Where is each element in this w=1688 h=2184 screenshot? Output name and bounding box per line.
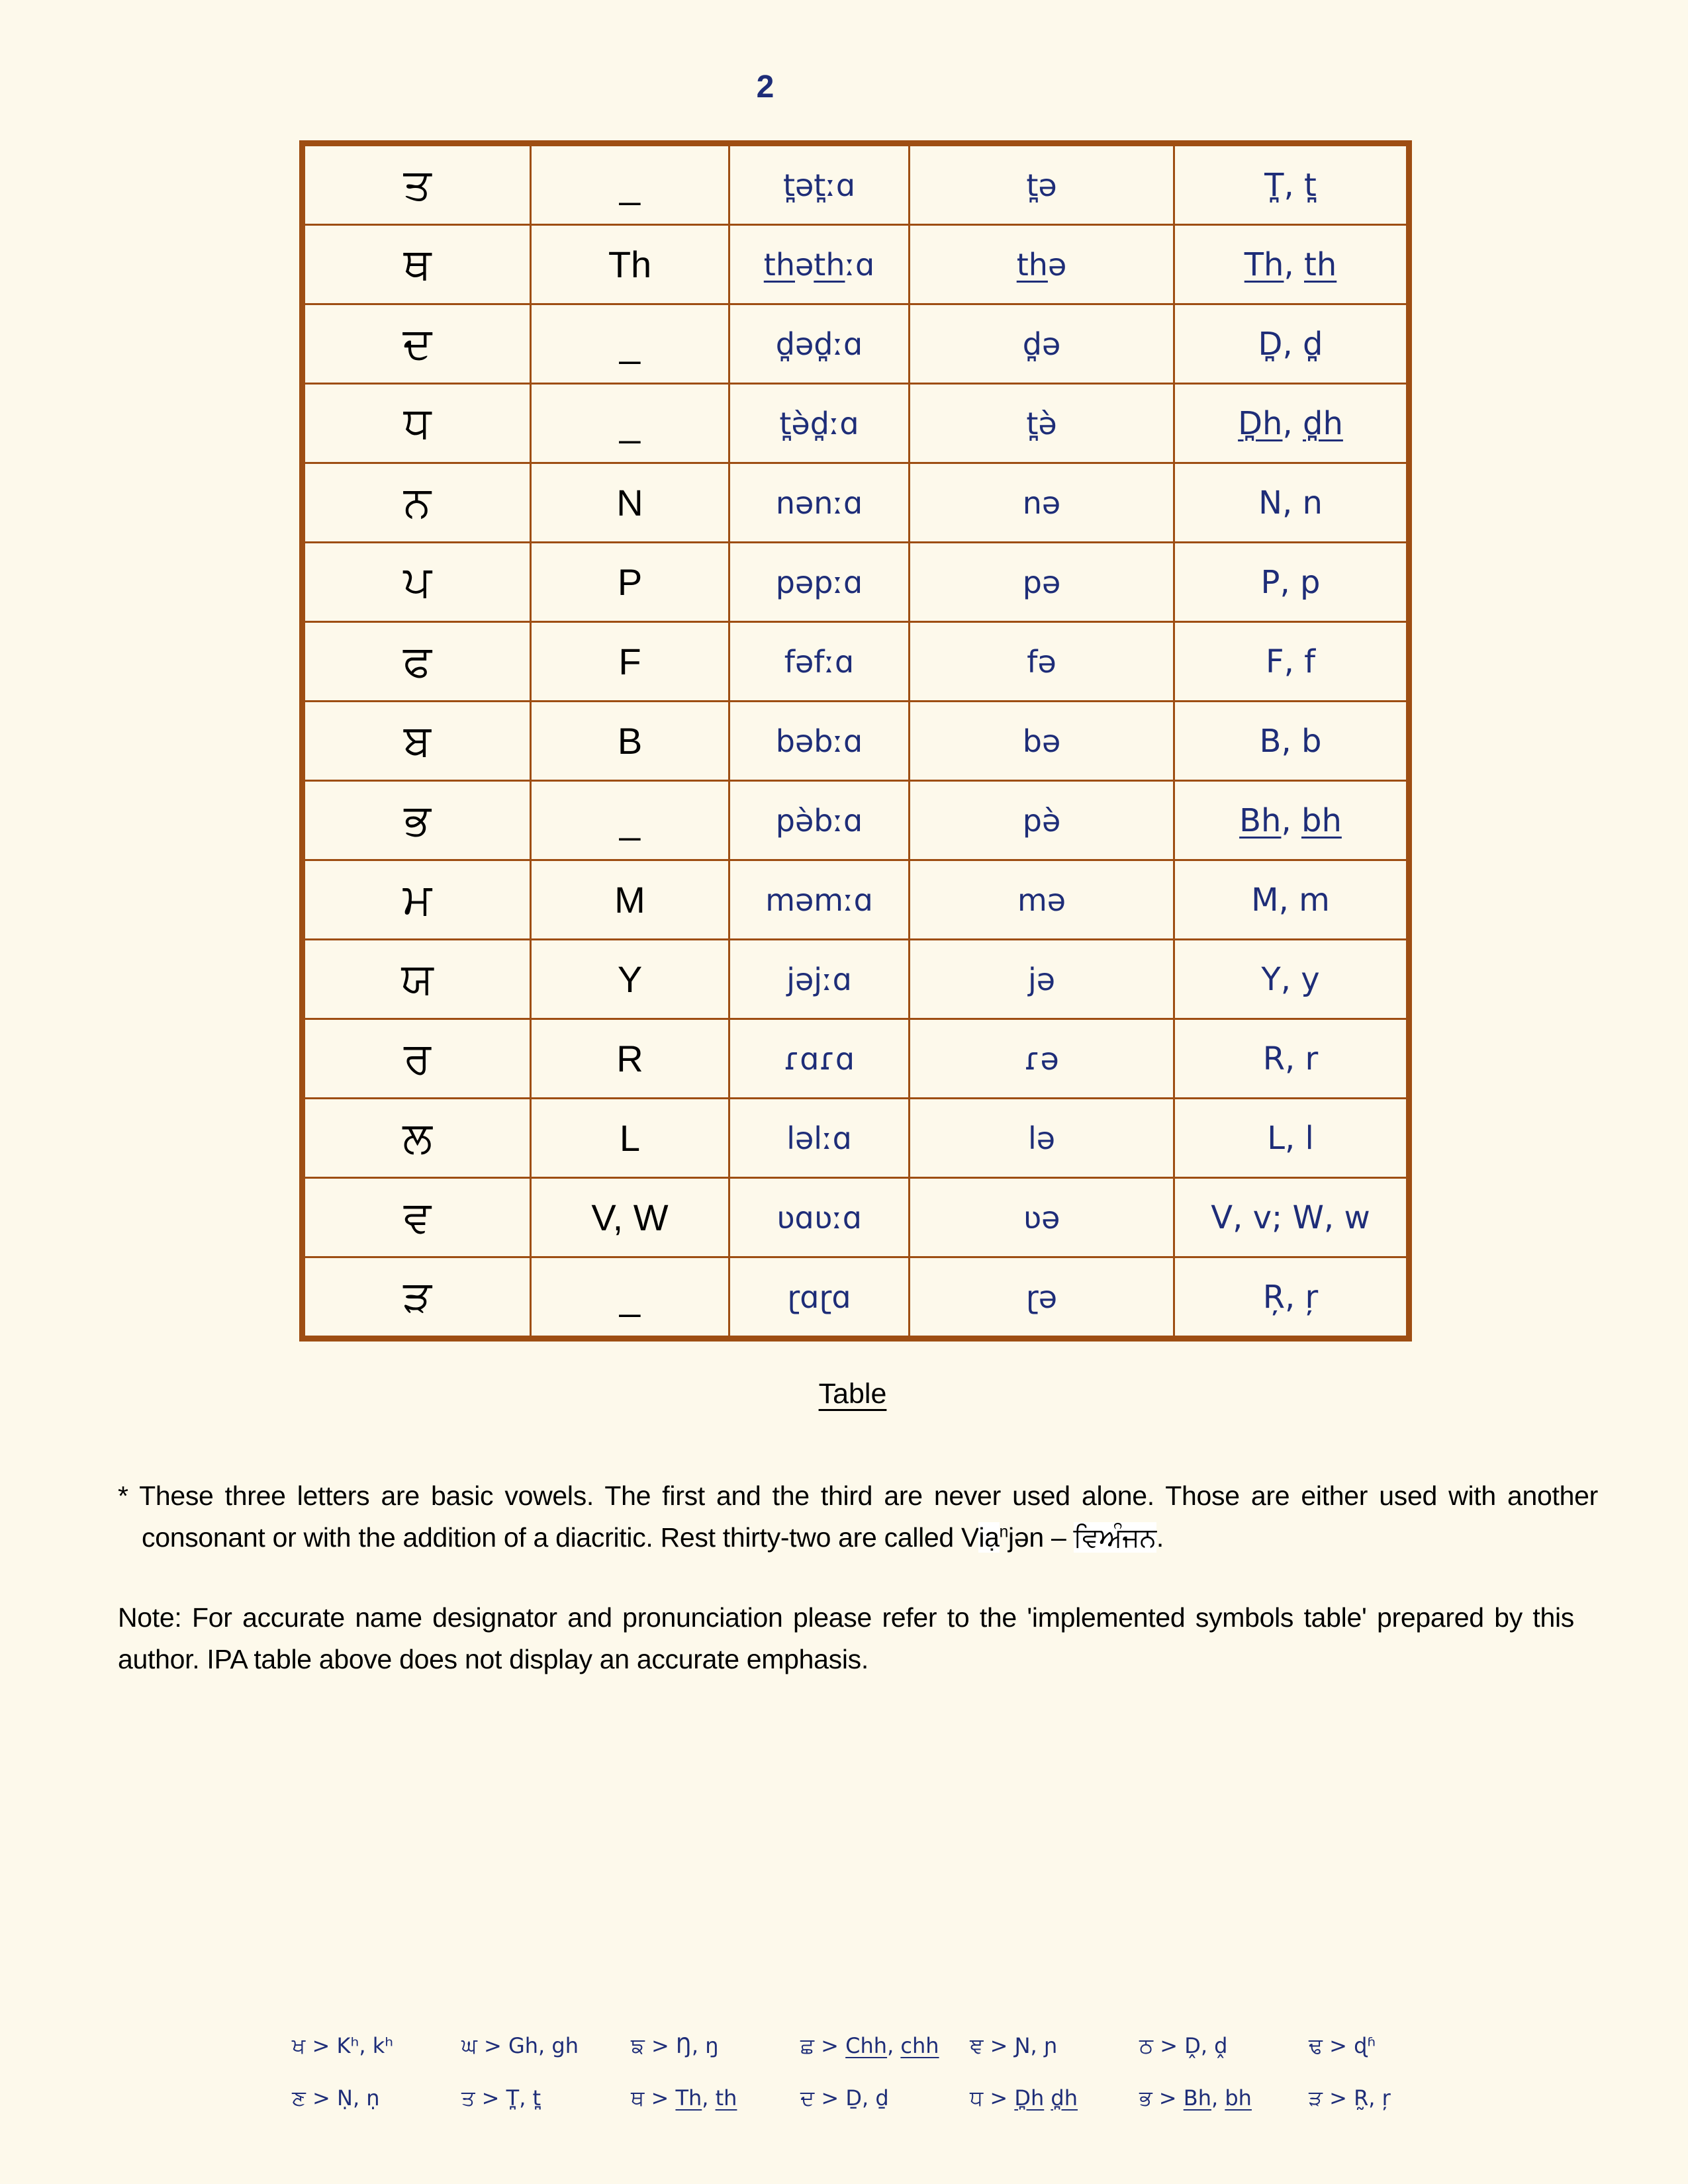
table-row xyxy=(303,543,1409,622)
mapping-item xyxy=(461,2033,631,2059)
ipa-name-cell xyxy=(729,304,910,384)
gurmukhi-letter: ਖ xyxy=(292,2034,306,2058)
gurmukhi-letter-cell: ਦ xyxy=(303,304,531,384)
ipa-short-segment: t̪ə xyxy=(1026,167,1057,203)
table-row xyxy=(303,940,1409,1019)
mapping-separator: > xyxy=(983,2033,1015,2058)
gurmukhi-letter-cell: ਤ xyxy=(303,144,531,225)
gurmukhi-letter-cell: ਧ xyxy=(303,384,531,463)
table-row xyxy=(303,1257,1409,1339)
table-row xyxy=(303,702,1409,781)
ipa-name-cell xyxy=(729,463,910,543)
ipa-name-segment: ɾɑɾɑ xyxy=(783,1040,855,1077)
table-row xyxy=(303,622,1409,702)
vowel-note-segment: n xyxy=(999,1523,1009,1541)
gurmukhi-letter: ਙ xyxy=(631,2034,645,2058)
table-row xyxy=(303,1019,1409,1099)
transliteration-cell xyxy=(1174,781,1409,860)
roman-letter-cell: Th xyxy=(531,225,729,304)
gurmukhi-letter-cell: ਫ xyxy=(303,622,531,702)
roman-letter-cell: M xyxy=(531,860,729,940)
ipa-short-cell xyxy=(910,463,1174,543)
transliteration-segment: L, l xyxy=(1267,1119,1314,1157)
ipa-short-segment: ə xyxy=(1047,246,1067,283)
ipa-name-segment: bəbːɑ xyxy=(775,723,863,759)
mapping-separator: > xyxy=(477,2033,508,2058)
mapping-separator: > xyxy=(1322,2033,1354,2058)
ipa-short-segment: th xyxy=(1016,246,1048,283)
transliteration-cell xyxy=(1174,1257,1409,1339)
ipa-short-cell xyxy=(910,225,1174,304)
page-number: 2 xyxy=(756,69,774,105)
vowel-note xyxy=(118,1475,1598,1559)
ipa-short-segment: jə xyxy=(1027,961,1056,997)
ipa-name-cell xyxy=(729,940,910,1019)
ipa-short-cell xyxy=(910,940,1174,1019)
transliteration-cell xyxy=(1174,622,1409,702)
gurmukhi-letter: ਭ xyxy=(1139,2086,1152,2110)
gurmukhi-letter: ਞ xyxy=(970,2034,984,2058)
transliteration-segment: D̪, d̪ xyxy=(1258,325,1323,363)
transliteration-cell xyxy=(1174,860,1409,940)
mapping-item xyxy=(461,2085,631,2111)
gurmukhi-letter-cell: ਪ xyxy=(303,543,531,622)
gurmukhi-letter-cell: ਵ xyxy=(303,1178,531,1257)
latin-mapping: R̰, ŗ xyxy=(1354,2085,1391,2111)
ipa-name-segment: th xyxy=(814,246,845,283)
mapping-separator: > xyxy=(1322,2085,1354,2111)
gurmukhi-letter-cell: ਰ xyxy=(303,1019,531,1099)
ipa-short-segment: ʋə xyxy=(1023,1199,1060,1236)
mapping-separator: > xyxy=(644,2033,676,2058)
table-row xyxy=(303,304,1409,384)
ipa-name-segment: məmːɑ xyxy=(765,882,873,918)
gurmukhi-letter: ਦ xyxy=(800,2086,815,2110)
footer-mappings xyxy=(292,2033,1478,2111)
mapping-separator: > xyxy=(644,2085,676,2111)
gurmukhi-letter: ਣ xyxy=(292,2086,306,2110)
ipa-short-segment: ɾə xyxy=(1024,1040,1059,1077)
ipa-name-segment: ʋɑʋːɑ xyxy=(776,1199,862,1236)
vowel-note-segment: . xyxy=(1156,1522,1164,1553)
latin-mapping: Ɲ, ɲ xyxy=(1014,2033,1058,2058)
transliteration-segment: Bh xyxy=(1239,801,1282,839)
transliteration-segment: Y, y xyxy=(1261,960,1320,998)
transliteration-segment: R, r xyxy=(1262,1040,1319,1077)
roman-letter-cell: N xyxy=(531,463,729,543)
pronunciation-table-body xyxy=(303,144,1409,1339)
table-caption xyxy=(299,1378,1406,1410)
transliteration-segment: d̪h xyxy=(1303,404,1343,442)
table-row xyxy=(303,1178,1409,1257)
transliteration-cell xyxy=(1174,702,1409,781)
vowel-note-segment: ਵਿਅੰਜਨ xyxy=(1073,1522,1156,1553)
ipa-name-segment: pəpːɑ xyxy=(775,564,863,600)
transliteration-segment: T̪, t̪ xyxy=(1264,166,1317,204)
vowel-note-segment: iạ xyxy=(978,1522,1000,1553)
mapping-item xyxy=(631,2033,800,2059)
roman-letter-cell: F xyxy=(531,622,729,702)
mapping-item xyxy=(292,2085,461,2111)
ipa-short-cell xyxy=(910,304,1174,384)
roman-letter-cell: _ xyxy=(531,384,729,463)
gurmukhi-letter-cell: ੜ xyxy=(303,1257,531,1339)
latin-mapping: D̪h xyxy=(1014,2085,1045,2111)
gurmukhi-letter: ਧ xyxy=(970,2086,984,2110)
ipa-short-segment: lə xyxy=(1027,1120,1056,1156)
table-row xyxy=(303,144,1409,225)
transliteration-segment: M, m xyxy=(1251,881,1330,919)
roman-letter-cell: V, W xyxy=(531,1178,729,1257)
transliteration-segment: Th xyxy=(1244,246,1284,283)
transliteration-cell xyxy=(1174,225,1409,304)
transliteration-cell xyxy=(1174,1019,1409,1099)
mapping-separator: > xyxy=(983,2085,1015,2111)
ipa-name-cell xyxy=(729,702,910,781)
ipa-short-segment: pə̀ xyxy=(1022,802,1061,839)
ipa-short-segment: ɽə xyxy=(1025,1279,1058,1315)
latin-mapping: Gh, gh xyxy=(508,2033,579,2058)
mapping-item xyxy=(1309,2033,1478,2059)
ipa-name-cell xyxy=(729,1099,910,1178)
transliteration-segment: D̪h xyxy=(1238,404,1283,442)
roman-letter-cell: Y xyxy=(531,940,729,1019)
mapping-item xyxy=(800,2033,970,2059)
mapping-item xyxy=(1309,2085,1478,2111)
ipa-short-cell xyxy=(910,1099,1174,1178)
ipa-short-cell xyxy=(910,144,1174,225)
transliteration-cell xyxy=(1174,1099,1409,1178)
ipa-short-segment: d̪ə xyxy=(1022,326,1061,362)
mapping-separator: > xyxy=(1153,2033,1185,2058)
latin-mapping: Th xyxy=(675,2085,702,2111)
ipa-short-cell xyxy=(910,1019,1174,1099)
table-row xyxy=(303,225,1409,304)
accuracy-note-segment: Note: For accurate name designator and pronunciation please refer to the 'implemented symbols table' prepared by this author. IPA table above does not display an accurate emphasis. xyxy=(118,1602,1574,1674)
ipa-name-segment: th xyxy=(763,246,795,283)
latin-mapping: , xyxy=(887,2033,901,2058)
transliteration-cell xyxy=(1174,384,1409,463)
gurmukhi-letter-cell: ਨ xyxy=(303,463,531,543)
roman-letter-cell: P xyxy=(531,543,729,622)
mapping-separator: > xyxy=(475,2085,506,2111)
transliteration-segment: B, b xyxy=(1259,722,1322,760)
mapping-item xyxy=(1139,2033,1309,2059)
latin-mapping: Ḓ, ḓ xyxy=(1184,2033,1228,2058)
table-row xyxy=(303,860,1409,940)
ipa-name-segment: ːɑ xyxy=(845,246,875,283)
gurmukhi-letter-cell: ਯ xyxy=(303,940,531,1019)
ipa-name-segment: ɽɑɽɑ xyxy=(787,1279,851,1315)
ipa-short-segment: pə xyxy=(1022,564,1061,600)
gurmukhi-letter-cell: ਬ xyxy=(303,702,531,781)
ipa-name-segment: t̪ə̀d̪ːɑ xyxy=(779,405,859,441)
pronunciation-table xyxy=(299,140,1412,1342)
transliteration-cell xyxy=(1174,940,1409,1019)
mapping-separator: > xyxy=(1152,2085,1184,2111)
ipa-short-cell xyxy=(910,702,1174,781)
latin-mapping: ɖʱ xyxy=(1354,2033,1376,2058)
gurmukhi-letter: ਥ xyxy=(631,2086,645,2110)
accuracy-note xyxy=(118,1597,1574,1680)
transliteration-segment: , xyxy=(1284,246,1304,283)
gurmukhi-letter-cell: ਭ xyxy=(303,781,531,860)
ipa-name-cell xyxy=(729,1019,910,1099)
mapping-item xyxy=(631,2085,800,2111)
ipa-short-cell xyxy=(910,622,1174,702)
latin-mapping: Kʰ, kʰ xyxy=(336,2033,394,2058)
ipa-short-cell xyxy=(910,860,1174,940)
gurmukhi-letter-cell: ਥ xyxy=(303,225,531,304)
transliteration-segment: , xyxy=(1281,801,1301,839)
transliteration-cell xyxy=(1174,144,1409,225)
mapping-item xyxy=(292,2033,461,2059)
mapping-item xyxy=(1139,2085,1309,2111)
gurmukhi-letter: ਛ xyxy=(800,2034,814,2058)
latin-mapping xyxy=(1044,2085,1051,2111)
latin-mapping: th xyxy=(715,2085,737,2111)
gurmukhi-letter-cell: ਮ xyxy=(303,860,531,940)
gurmukhi-letter-cell: ਲ xyxy=(303,1099,531,1178)
latin-mapping: chh xyxy=(900,2033,939,2058)
ipa-name-cell xyxy=(729,144,910,225)
gurmukhi-letter: ਤ xyxy=(461,2086,475,2110)
roman-letter-cell: _ xyxy=(531,144,729,225)
table-row xyxy=(303,781,1409,860)
ipa-short-cell xyxy=(910,384,1174,463)
ipa-short-segment: nə xyxy=(1022,484,1061,521)
transliteration-cell xyxy=(1174,543,1409,622)
ipa-name-cell xyxy=(729,1257,910,1339)
roman-letter-cell: R xyxy=(531,1019,729,1099)
transliteration-segment: bh xyxy=(1301,801,1342,839)
latin-mapping: Ṇ, ṇ xyxy=(337,2085,380,2111)
gurmukhi-letter: ਘ xyxy=(461,2034,477,2058)
transliteration-segment: , xyxy=(1282,404,1303,442)
gurmukhi-letter: ੜ xyxy=(1309,2086,1323,2110)
ipa-name-segment: ə xyxy=(794,246,814,283)
ipa-name-segment: t̪ət̪ːɑ xyxy=(782,167,856,203)
gurmukhi-letter: ਠ xyxy=(1139,2034,1154,2058)
latin-mapping: bh xyxy=(1225,2085,1252,2111)
ipa-short-cell xyxy=(910,543,1174,622)
latin-mapping: , xyxy=(702,2085,716,2111)
mapping-separator: > xyxy=(814,2033,846,2058)
mapping-item xyxy=(800,2085,970,2111)
ipa-short-cell xyxy=(910,1257,1174,1339)
mapping-separator: > xyxy=(814,2085,846,2111)
transliteration-segment: V, v; W, w xyxy=(1211,1199,1370,1236)
ipa-name-cell xyxy=(729,622,910,702)
ipa-short-segment: t̪ə̀ xyxy=(1026,405,1057,441)
ipa-short-segment: mə xyxy=(1017,882,1066,918)
ipa-name-cell xyxy=(729,384,910,463)
roman-letter-cell: L xyxy=(531,1099,729,1178)
gurmukhi-letter: ਢ xyxy=(1309,2034,1323,2058)
ipa-name-cell xyxy=(729,543,910,622)
latin-mapping: , xyxy=(1211,2085,1225,2111)
mapping-item xyxy=(970,2033,1139,2059)
transliteration-segment: P, p xyxy=(1260,563,1321,601)
ipa-name-segment: fəfːɑ xyxy=(784,643,855,680)
table-row xyxy=(303,463,1409,543)
transliteration-cell xyxy=(1174,1178,1409,1257)
ipa-name-cell xyxy=(729,225,910,304)
transliteration-cell xyxy=(1174,463,1409,543)
table-row xyxy=(303,1099,1409,1178)
latin-mapping: Bh xyxy=(1183,2085,1212,2111)
roman-letter-cell: _ xyxy=(531,304,729,384)
transliteration-segment: F, f xyxy=(1265,643,1316,680)
latin-mapping: Ḏ, ḏ xyxy=(845,2085,889,2111)
roman-letter-cell: B xyxy=(531,702,729,781)
vowel-note-segment: * These three letters are basic vowels. The first and the third are never used alone. Those are either used with another consonant or with the addition of a diacritic. Rest thirty-two are called V xyxy=(118,1480,1598,1553)
ipa-name-segment: pə̀bːɑ xyxy=(775,802,863,839)
ipa-short-cell xyxy=(910,781,1174,860)
ipa-name-cell xyxy=(729,860,910,940)
mapping-separator: > xyxy=(305,2085,337,2111)
ipa-name-segment: ləlːɑ xyxy=(786,1120,852,1156)
ipa-name-segment: d̪əd̪ːɑ xyxy=(775,326,863,362)
latin-mapping: Chh xyxy=(845,2033,888,2058)
roman-letter-cell: _ xyxy=(531,781,729,860)
transliteration-segment: th xyxy=(1304,246,1337,283)
table-row xyxy=(303,384,1409,463)
mapping-separator: > xyxy=(305,2033,337,2058)
latin-mapping: Ŋ, ŋ xyxy=(675,2033,719,2058)
ipa-name-cell xyxy=(729,781,910,860)
table-caption-text: Table xyxy=(818,1378,887,1410)
ipa-short-segment: fə xyxy=(1027,643,1056,680)
roman-letter-cell: _ xyxy=(531,1257,729,1339)
ipa-name-cell xyxy=(729,1178,910,1257)
latin-mapping: T̪, t̪ xyxy=(506,2085,541,2111)
transliteration-segment: Ŗ, ŗ xyxy=(1262,1278,1319,1316)
vowel-note-segment: jən – xyxy=(1008,1522,1074,1553)
ipa-short-segment: bə xyxy=(1022,723,1061,759)
transliteration-cell xyxy=(1174,304,1409,384)
ipa-short-cell xyxy=(910,1178,1174,1257)
latin-mapping: d̪h xyxy=(1051,2085,1078,2111)
transliteration-segment: N, n xyxy=(1258,484,1323,522)
ipa-name-segment: jəjːɑ xyxy=(786,961,852,997)
ipa-name-segment: nənːɑ xyxy=(775,484,863,521)
mapping-item xyxy=(970,2085,1139,2111)
